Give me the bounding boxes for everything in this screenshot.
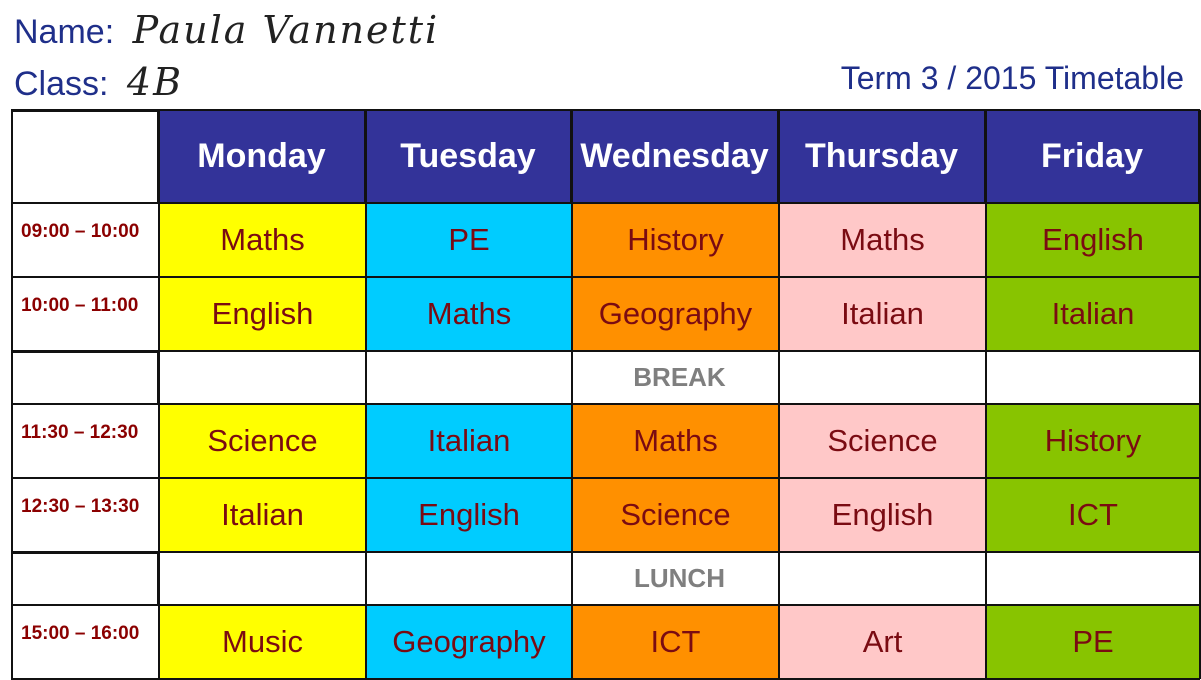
- lesson-cell: Science: [159, 404, 366, 478]
- lesson-cell: Science: [779, 404, 986, 478]
- grid-line: [571, 110, 573, 679]
- grid-line: [11, 109, 1200, 111]
- lesson-cell: Maths: [779, 203, 986, 277]
- term-title: Term 3 / 2015 Timetable: [840, 60, 1184, 96]
- name-label: Name:: [14, 13, 115, 51]
- lesson-cell: Italian: [779, 277, 986, 351]
- break-row: BREAK: [159, 351, 1200, 404]
- class-line: [14, 60, 183, 104]
- lesson-cell: ICT: [572, 605, 779, 679]
- day-header-wednesday: Wednesday: [572, 110, 779, 203]
- grid-line: [11, 403, 1200, 405]
- day-header-tuesday: Tuesday: [366, 110, 572, 203]
- grid-line: [11, 350, 1200, 352]
- time-slot: 09:00 – 10:00: [11, 203, 159, 277]
- time-slot: 10:00 – 11:00: [11, 277, 159, 351]
- lesson-cell: Italian: [366, 404, 572, 478]
- blank-time-cell: [11, 552, 159, 607]
- lesson-cell: History: [572, 203, 779, 277]
- lesson-cell: Geography: [366, 605, 572, 679]
- lesson-cell: English: [366, 478, 572, 552]
- grid-line: [985, 110, 987, 679]
- grid-line: [158, 110, 160, 679]
- student-name-line: [14, 8, 439, 52]
- lesson-cell: Maths: [159, 203, 366, 277]
- lesson-cell: PE: [986, 605, 1200, 679]
- lesson-cell: PE: [366, 203, 572, 277]
- grid-line: [365, 110, 367, 679]
- lesson-cell: English: [986, 203, 1200, 277]
- lesson-cell: Art: [779, 605, 986, 679]
- day-header-monday: Monday: [159, 110, 366, 203]
- time-slot: 11:30 – 12:30: [11, 404, 159, 478]
- class-label: Class:: [14, 65, 109, 103]
- lesson-cell: History: [986, 404, 1200, 478]
- lunch-row: LUNCH: [159, 552, 1200, 605]
- timetable-grid: [11, 110, 1200, 659]
- grid-line: [11, 202, 1200, 204]
- lesson-cell: Music: [159, 605, 366, 679]
- blank-time-cell: [11, 351, 159, 406]
- day-header-thursday: Thursday: [779, 110, 986, 203]
- time-slot: 15:00 – 16:00: [11, 605, 159, 679]
- time-slot: 12:30 – 13:30: [11, 478, 159, 552]
- lesson-cell: Maths: [572, 404, 779, 478]
- grid-line: [11, 551, 1200, 553]
- lesson-cell: English: [159, 277, 366, 351]
- corner-cell: [11, 110, 159, 205]
- lesson-cell: Italian: [159, 478, 366, 552]
- grid-line: [11, 110, 13, 679]
- lesson-cell: Science: [572, 478, 779, 552]
- day-header-friday: Friday: [986, 110, 1200, 203]
- lesson-cell: ICT: [986, 478, 1200, 552]
- student-name: Paula Vannetti: [132, 8, 440, 52]
- lesson-cell: Geography: [572, 277, 779, 351]
- grid-line: [11, 477, 1200, 479]
- lesson-cell: Italian: [986, 277, 1200, 351]
- grid-line: [11, 604, 1200, 606]
- grid-line: [778, 110, 780, 679]
- lesson-cell: English: [779, 478, 986, 552]
- lesson-cell: Maths: [366, 277, 572, 351]
- grid-line: [11, 276, 1200, 278]
- class-value: 4B: [126, 60, 184, 104]
